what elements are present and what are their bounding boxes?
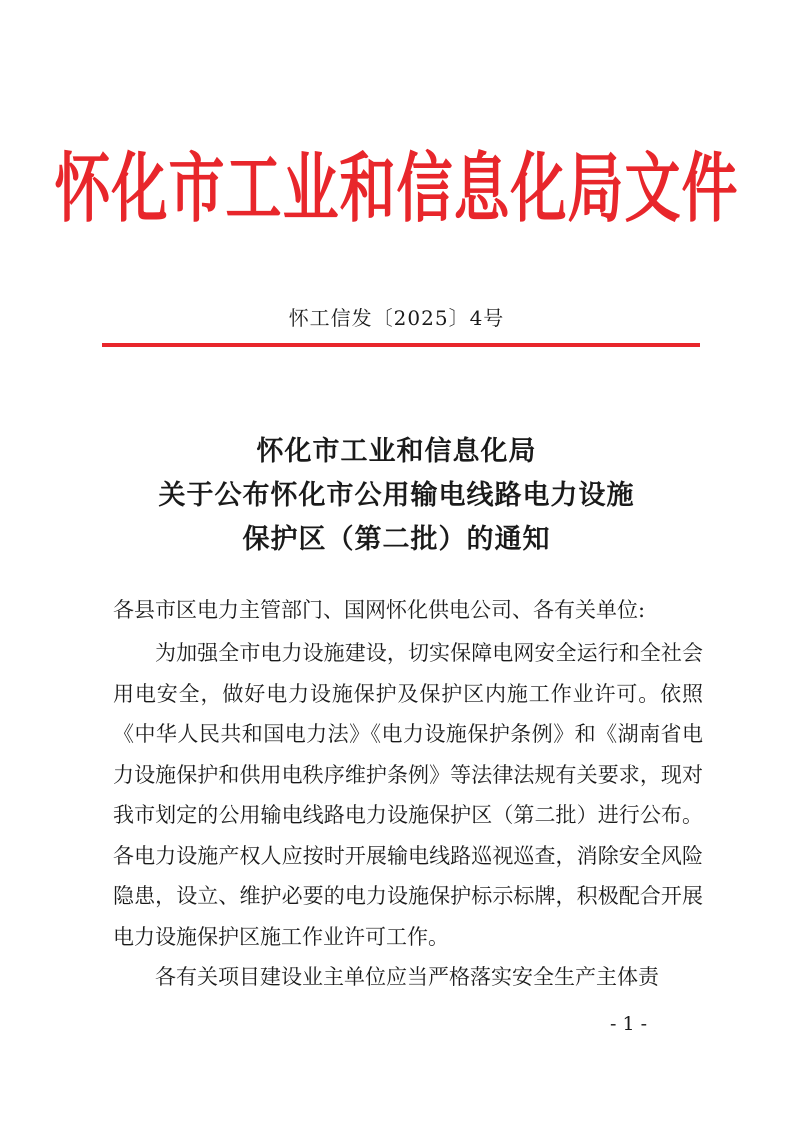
header-divider [102, 343, 700, 347]
document-masthead: 怀化市工业和信息化局文件 [54, 144, 739, 234]
body-paragraph-2: 各有关项目建设业主单位应当严格落实安全生产主体责 [155, 965, 659, 989]
document-number: 怀工信发〔2025〕4号 [288, 306, 505, 330]
body-paragraph-1: 为加强全市电力设施建设，切实保障电网安全运行和全社会用电安全，做好电力设施保护及保护区内施工作业许可。依照《中华人民共和国电力法》《电力设施保护条例》和《湖南省电力设施保护和供用电秩序维护条例》等法律法规有关要求，现对我市划定的公用输电线路电力设施保护区（第二批）进行公布。各电力设施产权人应按时开展输电线路巡视巡查，消除安全风险隐患，设立、维护必要的电力设施保护标示标牌，积极配合开展电力设施保护区施工作业许可工作。 [113, 641, 703, 949]
title-line-1: 怀化市工业和信息化局 [256, 436, 537, 467]
title-line-2: 关于公布怀化市公用输电线路电力设施 [158, 480, 635, 511]
page-number: - 1 - [610, 1013, 648, 1035]
notice-title [0, 430, 793, 562]
body-text [113, 633, 703, 998]
addressee-line: 各县市区电力主管部门、国网怀化供电公司、各有关单位: [113, 598, 646, 622]
title-line-3: 保护区（第二批）的通知 [242, 524, 551, 555]
